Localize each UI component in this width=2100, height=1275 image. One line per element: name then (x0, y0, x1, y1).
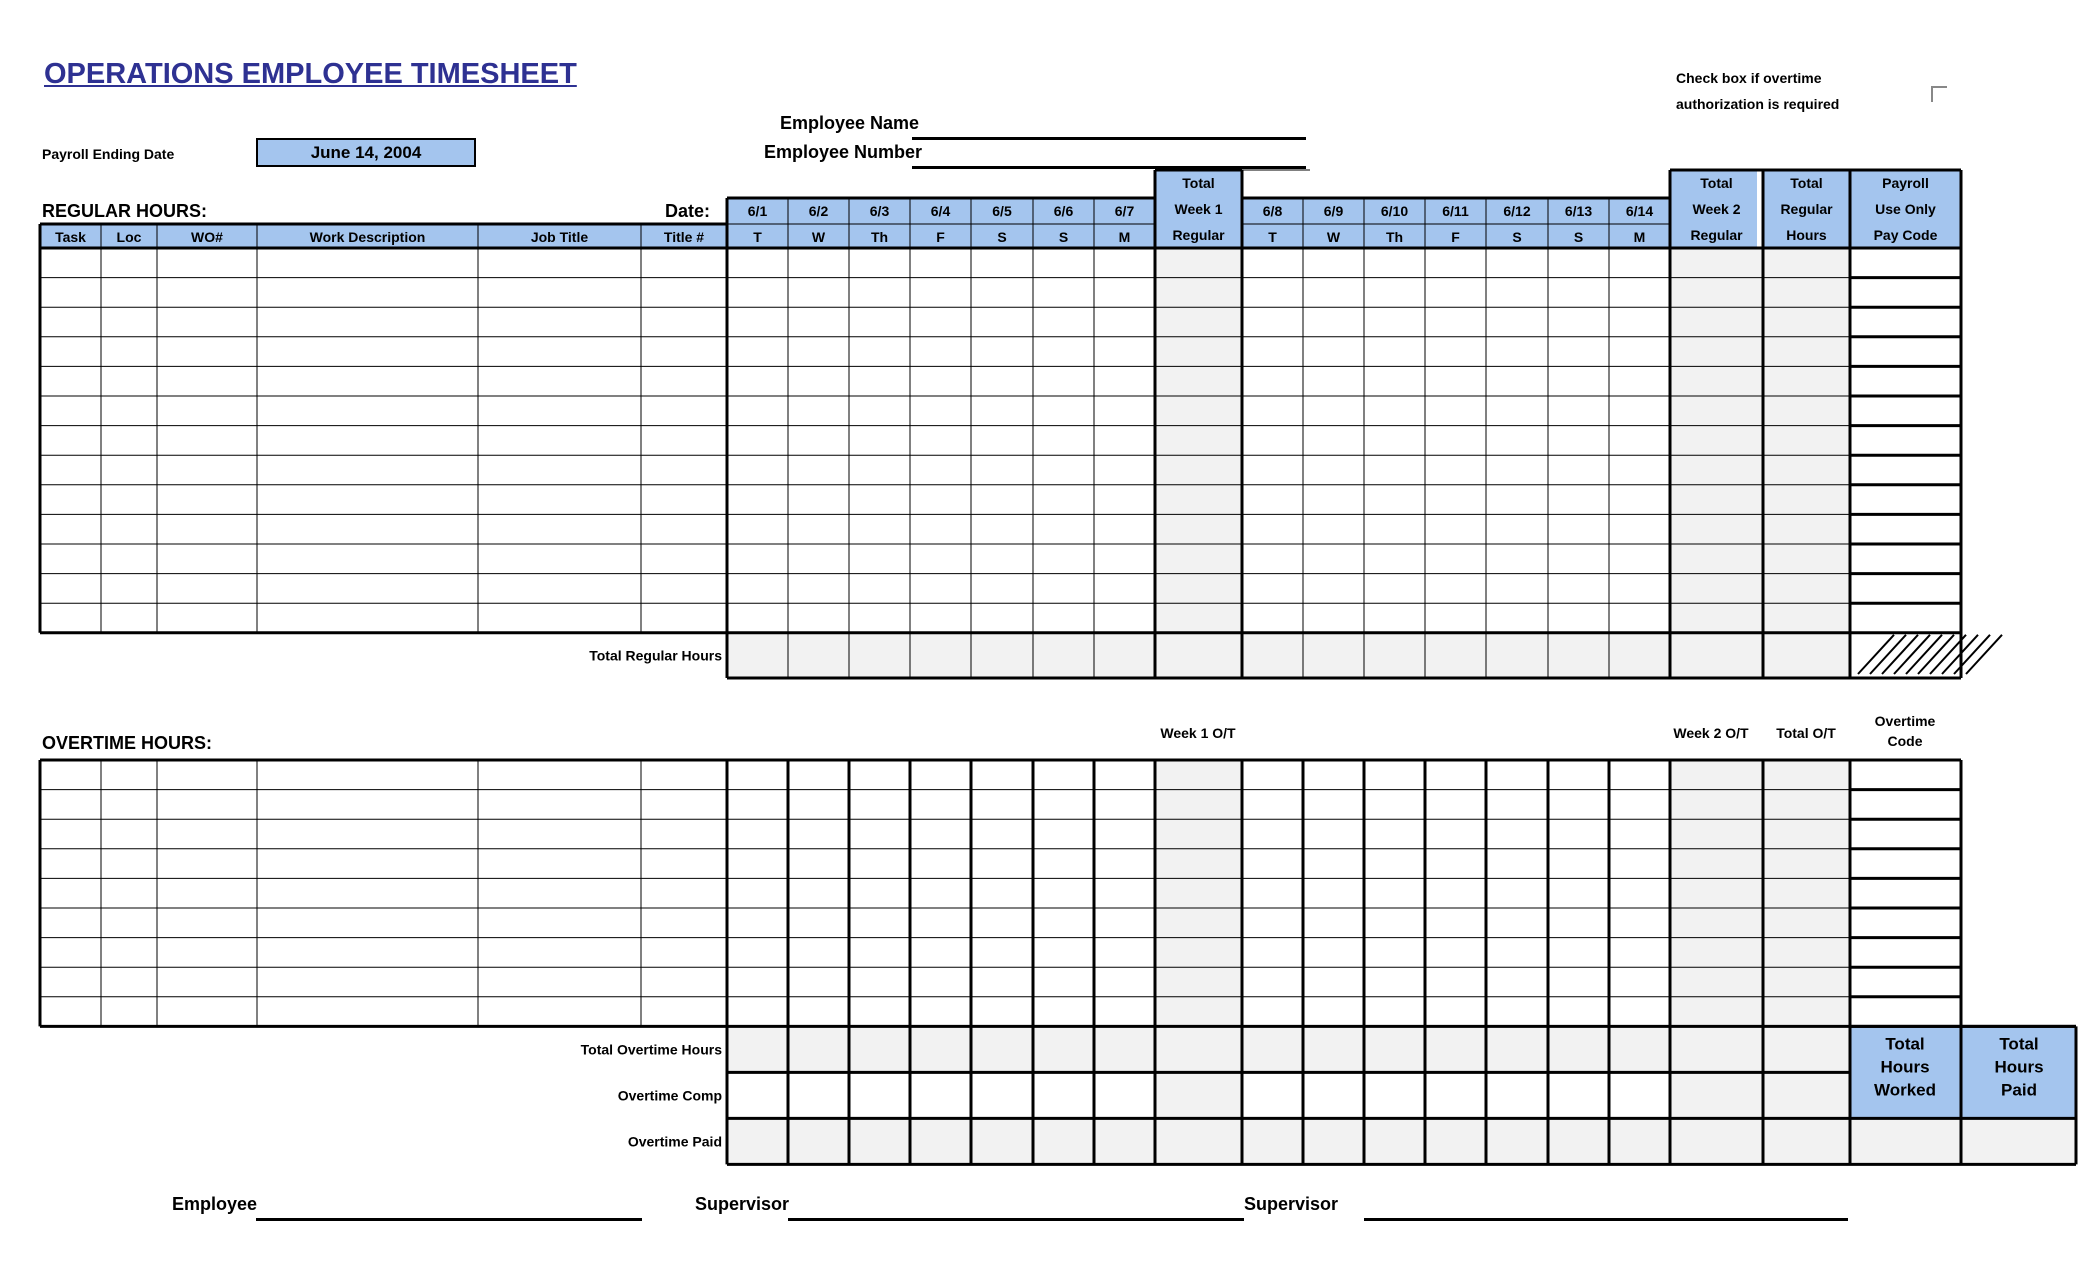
supervisor-signature-line-2[interactable] (1364, 1218, 1848, 1221)
overtime-note-line2: authorization is required (1676, 96, 1840, 112)
overtime-code-label: Code (1887, 733, 1923, 749)
total-week2-header: Regular (1690, 227, 1743, 243)
week2-date-label: 6/8 (1262, 203, 1283, 219)
payroll-use-header: Payroll (1882, 175, 1929, 191)
week2-day-label: M (1633, 229, 1646, 245)
page-title: OPERATIONS EMPLOYEE TIMESHEET (44, 58, 577, 90)
overtime-comp-week2 (1670, 1072, 1850, 1118)
week2-day-label: S (1573, 229, 1584, 245)
week2-date-label: 6/10 (1380, 203, 1409, 219)
employee-number-label: Employee Number (764, 142, 923, 162)
total-week1-header: Total (1182, 175, 1215, 191)
week2-date-label: 6/14 (1625, 203, 1654, 219)
total-hours-paid-label: Total (1999, 1034, 2039, 1054)
left-header-label: Task (55, 229, 86, 245)
week1-date-label: 6/1 (747, 203, 768, 219)
total-ot-label: Total O/T (1776, 725, 1836, 741)
total-hours-worked-label: Hours (1880, 1057, 1930, 1077)
week1-date-label: 6/2 (808, 203, 829, 219)
week1-date-label: 6/4 (930, 203, 951, 219)
overtime-note-line1: Check box if overtime (1676, 70, 1822, 86)
payroll-ending-label: Payroll Ending Date (42, 146, 175, 162)
week2-day-label: Th (1385, 229, 1404, 245)
supervisor-signature-label-1: Supervisor (695, 1194, 790, 1214)
employee-signature-line[interactable] (256, 1218, 642, 1221)
overtime-paid-label: Overtime Paid (627, 1133, 722, 1150)
supervisor-signature-label-2: Supervisor (1244, 1194, 1339, 1214)
total-week2-header: Total (1700, 175, 1733, 191)
week1-date-label: 6/5 (992, 203, 1012, 219)
week1-day-label: T (753, 229, 762, 245)
week2-totals-column (1670, 248, 1850, 633)
week2-date-label: 6/13 (1564, 203, 1593, 219)
total-week1-header: Regular (1172, 227, 1225, 243)
employee-signature-label: Employee (172, 1194, 258, 1214)
total-regular-header: Total (1790, 175, 1823, 191)
payroll-use-header: Pay Code (1873, 227, 1938, 243)
overtime-code-label: Overtime (1874, 713, 1936, 729)
week1-day-label: W (811, 229, 826, 245)
week2-day-label: W (1326, 229, 1341, 245)
total-overtime-hours-label: Total Overtime Hours (580, 1041, 722, 1058)
week1-date-label: 6/3 (869, 203, 890, 219)
employee-name-label: Employee Name (780, 113, 920, 133)
regular-hours-label: REGULAR HOURS: (42, 201, 207, 221)
week2-day-label: F (1451, 229, 1460, 245)
supervisor-signature-line-1[interactable] (788, 1218, 1244, 1221)
left-header-label: WO# (191, 229, 223, 245)
week1-day-label: S (1058, 229, 1069, 245)
total-hours-paid-label: Paid (2001, 1080, 2037, 1100)
week2-ot-column (1670, 760, 1850, 1026)
week2-day-label: S (1512, 229, 1522, 245)
week2-day-label: T (1268, 229, 1277, 245)
date-label: Date: (665, 201, 711, 221)
total-regular-header: Hours (1786, 227, 1827, 243)
week1-day-label: S (997, 229, 1007, 245)
overtime-comp-label: Overtime Comp (617, 1087, 722, 1104)
total-regular-hours-label: Total Regular Hours (589, 647, 722, 664)
total-hours-worked-label: Worked (1873, 1080, 1937, 1100)
payroll-use-header: Use Only (1875, 201, 1936, 217)
overtime-hours-label: OVERTIME HOURS: (42, 733, 213, 753)
total-hours-paid-label: Hours (1994, 1057, 2044, 1077)
total-week1-header: Week 1 (1174, 201, 1223, 217)
week1-date-label: 6/6 (1053, 203, 1074, 219)
payroll-ending-date[interactable]: June 14, 2004 (256, 138, 476, 167)
total-regular-row (727, 633, 1850, 678)
week2-date-label: 6/12 (1503, 203, 1531, 219)
week2-date-label: 6/11 (1442, 203, 1469, 219)
left-header-label: Work Description (309, 229, 426, 245)
left-header-label: Loc (116, 229, 142, 245)
week1-day-label: F (936, 229, 945, 245)
left-header-label: Title # (663, 229, 705, 245)
total-hours-worked-label: Total (1885, 1034, 1925, 1054)
total-week1-column (1155, 248, 1242, 633)
total-regular-header: Regular (1780, 201, 1833, 217)
week1-ot-column (1155, 760, 1242, 1026)
week1-date-label: 6/7 (1114, 203, 1135, 219)
total-week2-header: Week 2 (1692, 201, 1741, 217)
left-header-label: Job Title (530, 229, 589, 245)
total-hours-value-fill (1850, 1118, 2076, 1164)
week1-day-label: M (1118, 229, 1131, 245)
week2-ot-label: Week 2 O/T (1673, 725, 1749, 741)
total-overtime-row (727, 1026, 1850, 1072)
week1-ot-label: Week 1 O/T (1160, 725, 1236, 741)
week2-date-label: 6/9 (1323, 203, 1344, 219)
overtime-paid-row (727, 1118, 1850, 1164)
week1-day-label: Th (870, 229, 889, 245)
overtime-comp-week1 (1155, 1072, 1242, 1118)
